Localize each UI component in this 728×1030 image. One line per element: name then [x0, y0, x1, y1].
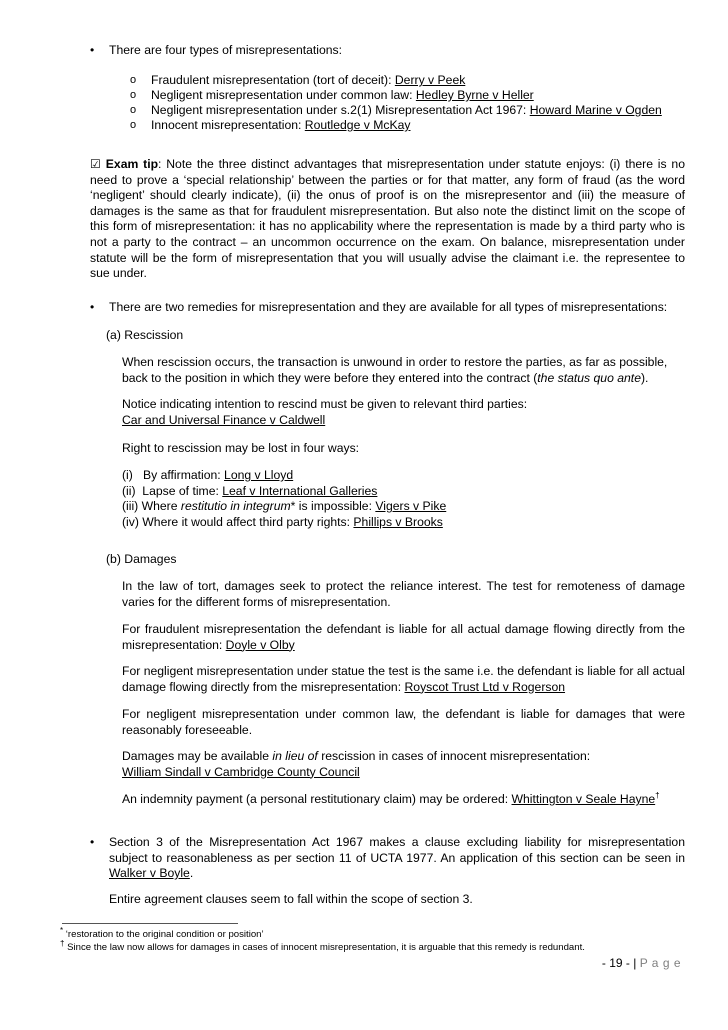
case-link: Leaf v International Galleries: [222, 483, 378, 498]
case-link: Walker v Boyle: [109, 866, 190, 880]
case-link: Royscot Trust Ltd v Rogerson: [404, 679, 566, 694]
sub-bullet: o: [130, 104, 137, 116]
case-link: Vigers v Pike: [375, 499, 447, 513]
footnote-divider: [62, 923, 238, 924]
damages-paragraph-4: For negligent misrepresentation under common law, the defendant is liable for damages that were reasonably foreseeable.: [122, 707, 685, 737]
list-item: Negligent misrepresentation under s.2(1) Misrepresentation Act 1967: Howard Marine v Ogden: [151, 103, 662, 117]
damages-paragraph-3: For negligent misrepresentation under statue the test is the same i.e. the defendant is liable for all actual damage flowing directly from the misrepresentation: Royscot Trust Ltd v Rogerson: [122, 664, 685, 694]
ways-intro: Right to rescission may be lost in four ways:: [122, 441, 360, 455]
bullet: •: [90, 835, 95, 849]
list-item: Fraudulent misrepresentation (tort of deceit): Derry v Peek: [151, 73, 466, 87]
ways-list: [122, 468, 446, 530]
types-intro: There are four types of misrepresentations:: [109, 43, 343, 57]
case-link: William Sindall v Cambridge County Council: [122, 764, 360, 779]
section3-paragraph: Section 3 of the Misrepresentation Act 1967 makes a clause excluding liability for misrepresentation subject to reasonableness as per section 11 of UCTA 1977. An application of this section can be seen in Walker v Boyle.: [109, 835, 685, 880]
case-link: Hedley Byrne v Heller: [415, 88, 534, 102]
damages-paragraph-6: An indemnity payment (a personal restitutionary claim) may be ordered: Whittington v Seale Hayne†: [122, 790, 660, 806]
list-item: (i) By affirmation: Long v Lloyd: [122, 468, 294, 482]
sub-bullet: o: [130, 74, 137, 86]
bullet: •: [90, 300, 95, 314]
rescission-paragraph: When rescission occurs, the transaction is unwound in order to restore the parties, as far as possible, back to the position in which they were before they entered into the contract (the status quo ante).: [122, 355, 668, 385]
case-link: Doyle v Olby: [225, 637, 295, 652]
bullet: •: [90, 43, 95, 57]
list-item: (ii) Lapse of time: Leaf v International Galleries: [122, 483, 378, 498]
damages-heading: (b) Damages: [106, 552, 177, 566]
remedies-intro: There are two remedies for misrepresentation and they are available for all types of misrepresentations:: [109, 300, 668, 314]
sub-bullet: o: [130, 89, 137, 101]
page-label: P a g e: [639, 956, 681, 970]
case-link: Phillips v Brooks: [353, 514, 443, 529]
case-link: Routledge v McKay: [304, 118, 411, 132]
rescission-heading: (a) Rescission: [106, 328, 184, 342]
damages-paragraph-5: Damages may be available in lieu of rescission in cases of innocent misrepresentation: William Sindall v Cambridge County Council: [122, 749, 591, 779]
list-item: (iv) Where it would affect third party rights: Phillips v Brooks: [122, 514, 443, 529]
page-number: - 19 - | P a g e: [601, 956, 681, 970]
checkbox-icon: ☑: [90, 157, 101, 171]
exam-tip: ☑ Exam tip: Note the three distinct advantages that misrepresentation under statute enjoys: (i) there is no need to prove a ‘special relationship’ between the parties or for that matter, any form of fraud (as the word ‘negligent’ should clearly indicate), (ii) the onus of proof is on the misrepresentor and (iii) the measure of damages is the same as that for fraudulent misrepresentation. But also note the distinct limit on the scope of this form of misrepresentation: it has no applicability where the representation is made by a third party who is not a party to the contract – an uncommon occurrence on the exam. On balance, misrepresentation under statute will be the form of misrepresentation that you will usually advise the claimant i.e. the representee to sue under.: [90, 157, 685, 281]
sub-bullet: o: [130, 119, 137, 131]
list-item: Negligent misrepresentation under common law: Hedley Byrne v Heller: [151, 88, 534, 102]
case-link: Whittington v Seale Hayne: [511, 792, 656, 806]
exam-tip-label: Exam tip: [105, 157, 159, 171]
damages-paragraph-2: For fraudulent misrepresentation the defendant is liable for all actual damage flowing directly from the misrepresentation: Doyle v Olby: [122, 622, 685, 652]
footnote: * ‘restoration to the original condition or position’: [60, 925, 264, 940]
case-link: Car and Universal Finance v Caldwell: [122, 412, 326, 427]
case-link: Howard Marine v Ogden: [529, 103, 662, 117]
footnote: † Since the law now allows for damages in cases of innocent misrepresentation, it is arguable that this remedy is redundant.: [60, 938, 585, 953]
case-link: Long v Lloyd: [224, 468, 294, 482]
list-item: Innocent misrepresentation: Routledge v McKay: [151, 118, 411, 132]
list-item: (iii) Where restitutio in integrum* is impossible: Vigers v Pike: [122, 499, 447, 513]
damages-paragraph-1: In the law of tort, damages seek to protect the reliance interest. The test for remoteness of damage varies for the different forms of misrepresentation.: [122, 579, 685, 609]
entire-agreement-paragraph: Entire agreement clauses seem to fall within the scope of section 3.: [109, 892, 473, 906]
notice-paragraph: Notice indicating intention to rescind must be given to relevant third parties: Car and Universal Finance v Caldwell: [122, 397, 528, 427]
case-link: Derry v Peek: [394, 73, 466, 87]
